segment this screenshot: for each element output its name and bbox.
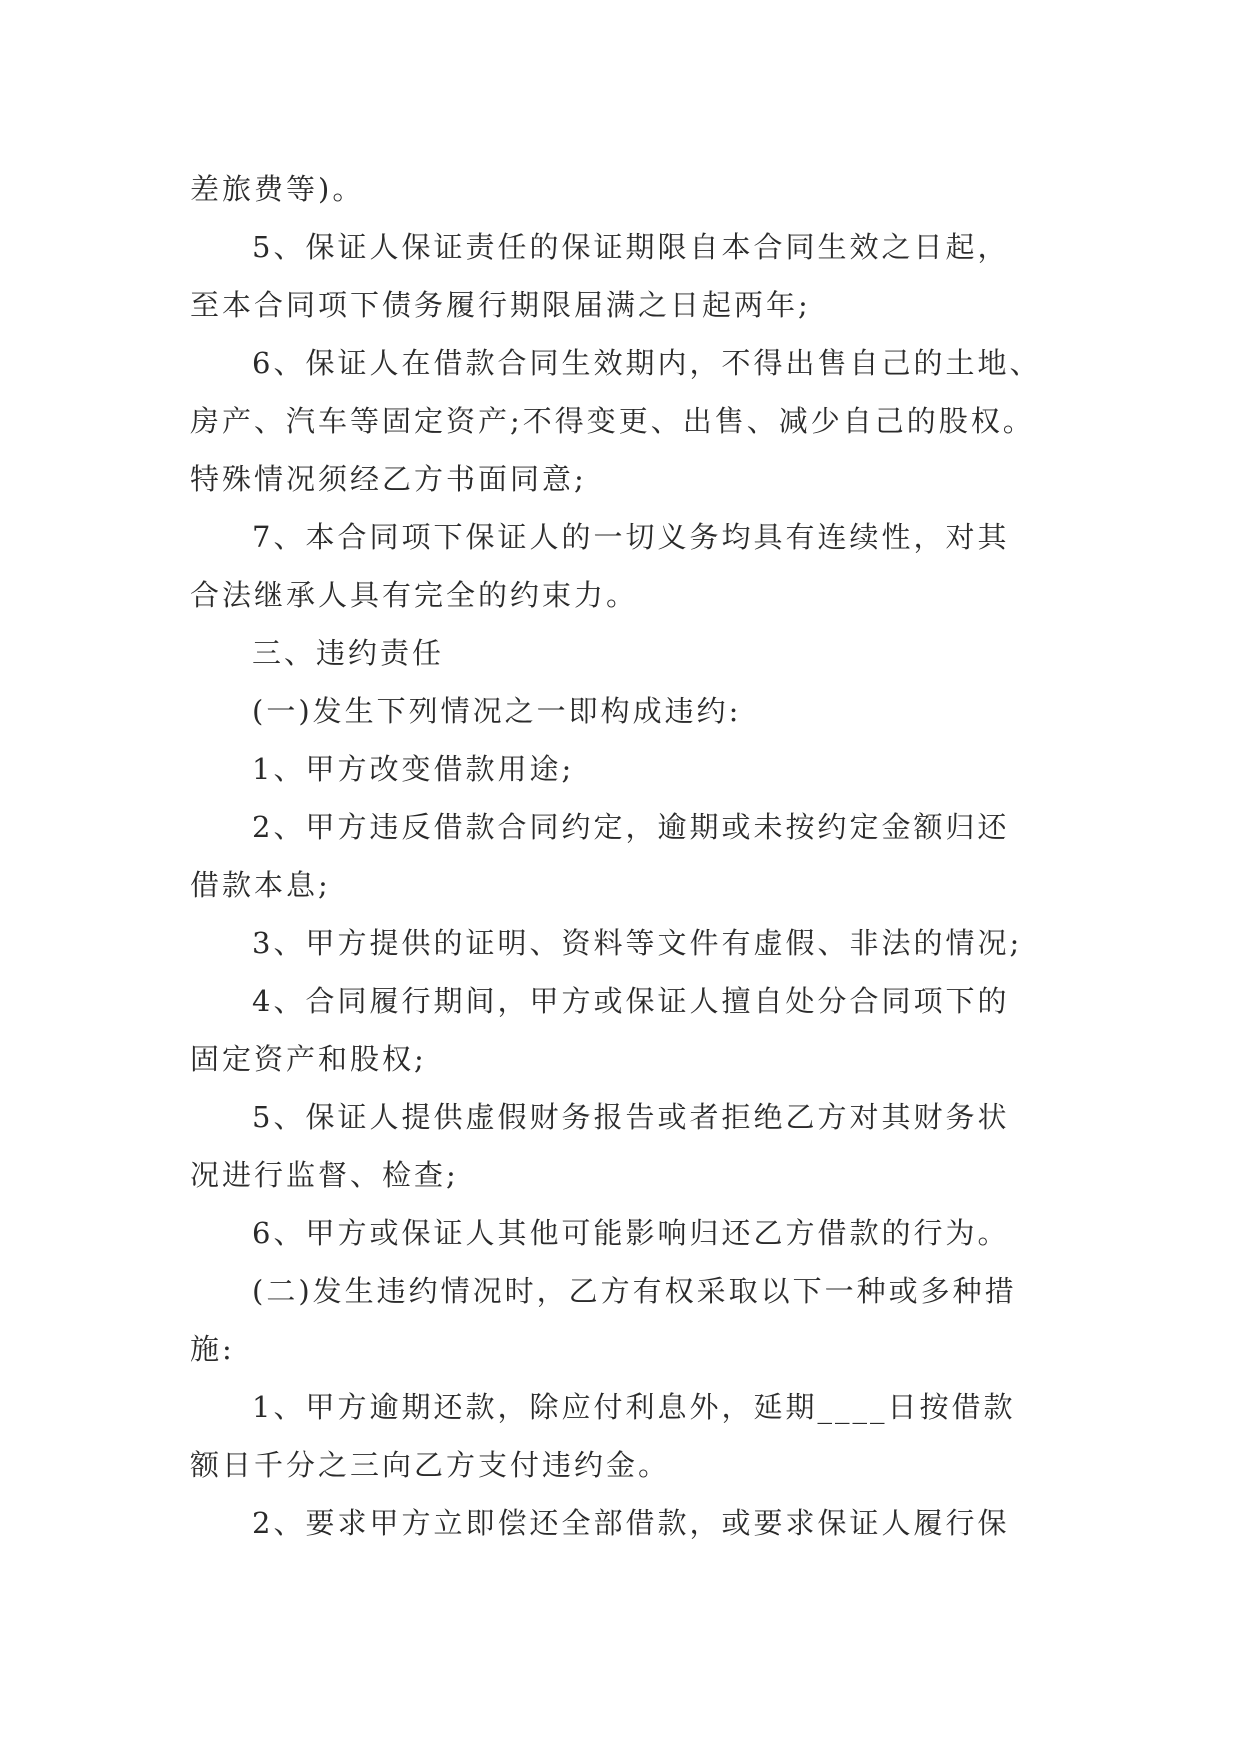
text-line: 合法继承人具有完全的约束力。 (190, 578, 639, 612)
text-line: 三、违约责任 (252, 636, 445, 670)
text-line: (一)发生下列情况之一即构成违约: (252, 694, 742, 728)
text-line: 房产、汽车等固定资产;不得变更、出售、减少自己的股权。 (190, 404, 1035, 438)
text-line: 施: (190, 1332, 235, 1366)
text-line: 3、甲方提供的证明、资料等文件有虚假、非法的情况; (252, 926, 1023, 960)
text-line: 6、保证人在借款合同生效期内，不得出售自己的土地、 (252, 346, 1042, 380)
text-line: 1、甲方改变借款用途; (252, 752, 575, 786)
text-line: 至本合同项下债务履行期限届满之日起两年; (190, 288, 811, 322)
text-line: 5、保证人保证责任的保证期限自本合同生效之日起， (252, 230, 1010, 264)
text-line: 额日千分之三向乙方支付违约金。 (190, 1448, 671, 1482)
text-line: 差旅费等)。 (190, 172, 365, 206)
text-line: 特殊情况须经乙方书面同意; (190, 462, 587, 496)
text-line: 6、甲方或保证人其他可能影响归还乙方借款的行为。 (252, 1216, 1010, 1250)
text-line: 7、本合同项下保证人的一切义务均具有连续性，对其 (252, 520, 1010, 554)
text-line: (二)发生违约情况时，乙方有权采取以下一种或多种措 (252, 1274, 1017, 1308)
text-line: 借款本息; (190, 868, 331, 902)
text-line: 固定资产和股权; (190, 1042, 427, 1076)
text-line: 5、保证人提供虚假财务报告或者拒绝乙方对其财务状 (252, 1100, 1010, 1134)
text-line: 4、合同履行期间，甲方或保证人擅自处分合同项下的 (252, 984, 1010, 1018)
text-line: 况进行监督、检查; (190, 1158, 459, 1192)
text-line: 1、甲方逾期还款，除应付利息外，延期____日按借款 (252, 1390, 1016, 1424)
text-line: 2、要求甲方立即偿还全部借款，或要求保证人履行保 (252, 1506, 1010, 1540)
text-line: 2、甲方违反借款合同约定，逾期或未按约定金额归还 (252, 810, 1010, 844)
document-body (190, 160, 1070, 1552)
